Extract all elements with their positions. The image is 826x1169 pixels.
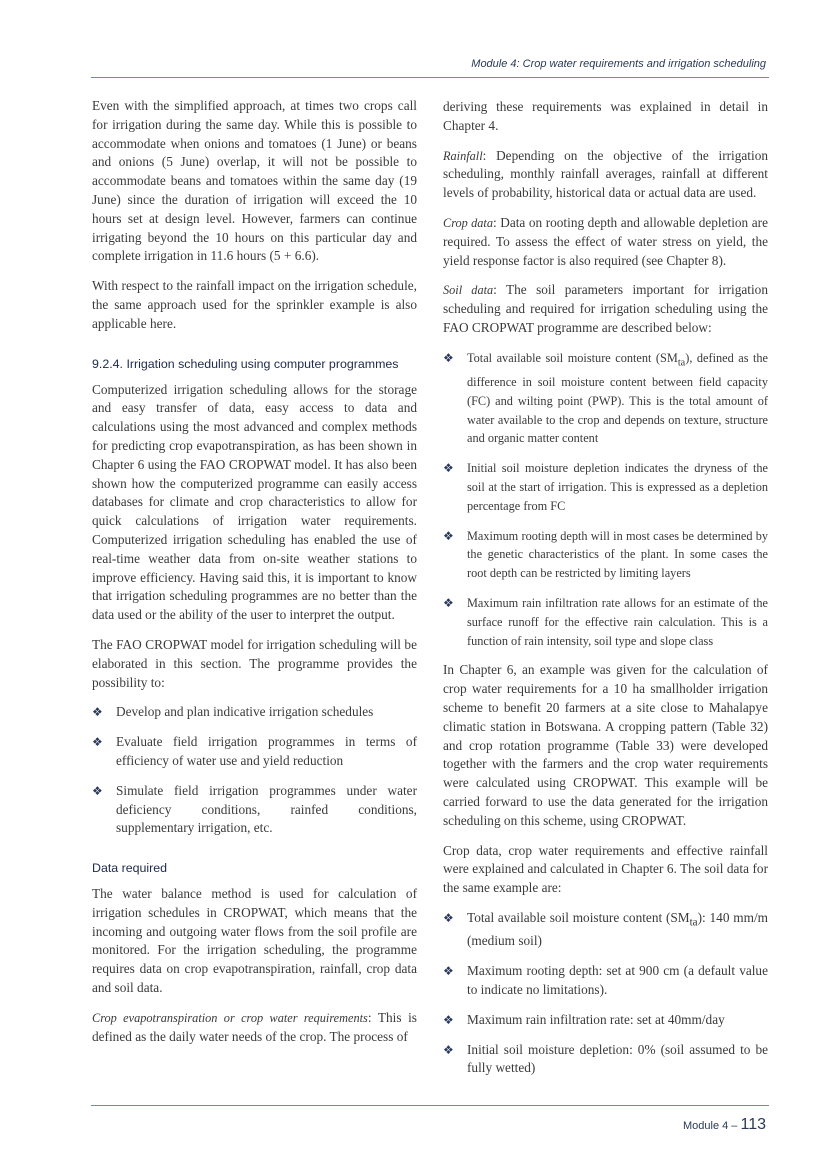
paragraph-lead: Rainfall <box>443 148 483 163</box>
paragraph-lead: Soil data <box>443 283 494 298</box>
paragraph: With respect to the rainfall impact on the irrigation schedule, the same approach used for the sprinkler example is also applicable here. <box>92 278 417 331</box>
footer-module-label: Module 4 – <box>683 1120 741 1132</box>
paragraph: Crop data, crop water requirements and effective rainfall were explained and calculated in Chapter 6. The soil data for the same example are: <box>443 842 768 896</box>
paragraph: Crop evapotranspiration or crop water requirements: This is defined as the daily water needs of the crop. The process of <box>92 1009 417 1044</box>
soil-parameters-list <box>443 349 768 651</box>
paragraph: The FAO CROPWAT model for irrigation scheduling will be elaborated in this section. The programme provides the possibility to: <box>92 636 417 690</box>
paragraph: Rainfall: Depending on the objective of the irrigation scheduling, monthly rainfall averages, rainfall at different levels of probability, historical data or actual data are used. <box>443 147 768 201</box>
bullet-icon: ❖ <box>443 350 454 365</box>
list-item: ❖ Initial soil moisture depletion indicates the dryness of the soil at the start of irrigation. This is expressed as a depletion percentage from FC <box>443 461 768 513</box>
paragraph: Even with the simplified approach, at times two crops call for irrigation during the same day. While this is possible to accommodate when onions and tomatoes (1 June) or beans and onions (5 June) overlap, it will not be possible to accommodate beans and tomatoes within the same day (19 June) since the duration of irrigation will exceed the 10 hours set at design level. However, farmers can continue irrigating beyond the 10 hours on this particular day and complete irrigation in 11.6 hours (5 + 6.6). <box>92 98 417 264</box>
list-item: ❖ Maximum rain infiltration rate: set at 40mm/day <box>443 1011 768 1030</box>
bullet-icon: ❖ <box>443 910 454 925</box>
paragraph: In Chapter 6, an example was given for the calculation of crop water requirements for a 10 ha smallholder irrigation scheme to benefit 20 farmers at a site close to Mahalapye climatic station in Botswana. A cropping pattern (Table 32) and crop rotation programme (Table 33) were developed together with the farmers and the crop water requirements were calculated using CROPWAT. This example will be carried forward to use the data generated for the irrigation scheduling on this scheme, using CROPWAT. <box>443 662 768 828</box>
bullet-icon: ❖ <box>443 595 454 610</box>
page-footer <box>683 1116 766 1134</box>
subsection-heading: Data required <box>92 861 168 876</box>
section-heading: 9.2.4. Irrigation scheduling using computer programmes <box>92 356 399 371</box>
running-header: Module 4: Crop water requirements and irrigation scheduling <box>471 58 766 70</box>
list-item: ❖ Maximum rain infiltration rate allows for an estimate of the surface runoff for the effective rain calculation. This is a function of rain intensity, soil type and slope class <box>443 595 768 648</box>
right-column <box>443 98 768 1089</box>
list-item: ❖ Evaluate field irrigation programmes in terms of efficiency of water use and yield reduction <box>92 734 417 768</box>
bullet-icon: ❖ <box>92 783 103 798</box>
page-number: 113 <box>740 1116 766 1133</box>
bullet-icon: ❖ <box>443 1042 454 1057</box>
paragraph-lead: Crop evapotranspiration or crop water requirements <box>92 1010 368 1025</box>
programme-possibilities-list <box>92 703 417 838</box>
paragraph: Crop data: Data on rooting depth and allowable depletion are required. To assess the effect of water stress on yield, the yield response factor is also required (see Chapter 8). <box>443 214 768 268</box>
footer-rule <box>91 1105 769 1106</box>
bullet-icon: ❖ <box>443 461 454 476</box>
list-item: ❖ Simulate field irrigation programmes under water deficiency conditions, rainfed conditions, supplementary irrigation, etc. <box>92 782 417 836</box>
bullet-icon: ❖ <box>443 964 454 979</box>
list-item: ❖ Total available soil moisture content $(SM_{ta})$: 140 mm/m (medium soil) <box>443 909 768 949</box>
list-item: ❖ Develop and plan indicative irrigation schedules <box>92 703 417 722</box>
list-item: ❖ Maximum rooting depth will in most cases be determined by the genetic characteristics of the plant. In some cases the root depth can be restricted by limiting layers <box>443 528 768 581</box>
example-soil-data-list <box>443 909 768 1078</box>
list-item: ❖ Maximum rooting depth: set at 900 cm (a default value to indicate no limitations). <box>443 963 768 997</box>
paragraph: The water balance method is used for calculation of irrigation schedules in CROPWAT, which means that the incoming and outgoing water flows from the soil profile are monitored. For the irrigation scheduling, the programme requires data on crop evapotranspiration, rainfall, crop data and soil data. <box>92 886 417 996</box>
paragraph: deriving these requirements was explained in detail in Chapter 4. <box>443 99 768 133</box>
paragraph: Computerized irrigation scheduling allows for the storage and easy transfer of data, easy access to data and calculations using the most advanced and complex methods for predicting crop evapotranspiration, as has been shown in Chapter 6 using the FAO CROPWAT model. It has also been shown how the computerized programme can easily access databases for climate and crop characteristics to allow for quick calculations of irrigation water requirements. Computerized irrigation scheduling has enabled the use of real-time weather data from on-site weather stations to improve efficiency. Having said this, it is important to know that irrigation scheduling programmes are no better than the data used or the ability of the user to interpret the output. <box>92 381 417 623</box>
paragraph-lead: Crop data <box>443 215 493 230</box>
bullet-icon: ❖ <box>92 735 103 750</box>
header-rule <box>91 77 769 78</box>
bullet-icon: ❖ <box>92 705 103 720</box>
bullet-icon: ❖ <box>443 528 454 543</box>
list-item: ❖ Initial soil moisture depletion: 0% (soil assumed to be fully wetted) <box>443 1041 768 1076</box>
bullet-icon: ❖ <box>443 1012 454 1027</box>
list-item: ❖ Total available soil moisture content $(SM_{ta})$, defined as the difference in soil moisture content between field capacity (FC) and wilting point (PWP). This is the total amount of water available to the crop and depends on texture, structure and organic matter content <box>443 350 769 446</box>
left-column <box>92 97 417 1057</box>
paragraph: Soil data: The soil parameters important for irrigation scheduling and required for irrigation scheduling using the FAO CROPWAT programme are described below: <box>443 282 768 335</box>
